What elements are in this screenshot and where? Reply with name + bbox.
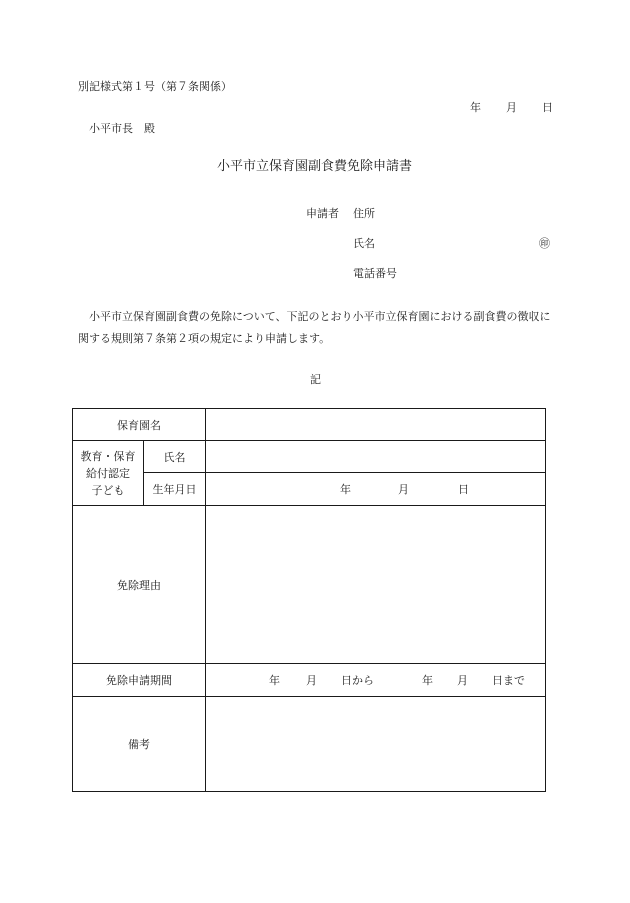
child-group-label-line2: 給付認定	[86, 466, 130, 480]
child-name-field[interactable]	[206, 441, 546, 473]
period-row	[73, 664, 546, 697]
child-name-row	[73, 441, 546, 473]
remarks-label: 備考	[73, 697, 206, 792]
applicant-label: 申請者	[306, 207, 339, 220]
birth-month-label: 月	[398, 483, 409, 496]
remarks-row	[73, 697, 546, 792]
period-field[interactable]	[206, 664, 546, 697]
period-to-month: 月	[457, 674, 468, 687]
child-group-label-line1: 教育・保育	[80, 449, 136, 463]
addressee: 小平市長 殿	[89, 122, 155, 135]
period-from-day: 日から	[341, 674, 374, 687]
name-label: 氏名	[353, 237, 375, 250]
date-month-label: 月	[506, 101, 517, 114]
nursery-name-row	[73, 409, 546, 441]
period-label: 免除申請期間	[73, 664, 206, 697]
birthdate-field[interactable]	[206, 473, 546, 506]
period-from-month: 月	[306, 674, 317, 687]
child-name-label: 氏名	[144, 441, 206, 473]
reason-field[interactable]	[206, 506, 546, 664]
phone-label: 電話番号	[353, 267, 397, 280]
address-label: 住所	[353, 207, 375, 220]
period-from-year: 年	[269, 674, 280, 687]
reason-row	[73, 506, 546, 664]
date-year-label: 年	[470, 101, 481, 114]
nursery-name-label: 保育園名	[73, 409, 206, 441]
child-group-label	[73, 441, 144, 506]
child-group-label-line3: 子ども	[91, 483, 125, 497]
date-day-label: 日	[542, 101, 553, 114]
birthdate-row	[73, 473, 546, 506]
seal-mark: ㊞	[539, 237, 550, 250]
nursery-name-field[interactable]	[206, 409, 546, 441]
application-table	[72, 408, 546, 792]
ki-label: 記	[310, 373, 321, 386]
remarks-field[interactable]	[206, 697, 546, 792]
form-number-label: 別記様式第１号（第７条関係）	[78, 80, 232, 93]
request-paragraph: 小平市立保育園副食費の免除について、下記のとおり小平市立保育園における副食費の徴収に関する規則第７条第２項の規定により申請します。	[78, 310, 551, 345]
period-to-day: 日まで	[492, 674, 525, 687]
birthdate-label: 生年月日	[144, 473, 206, 506]
birth-day-label: 日	[458, 483, 469, 496]
period-to-year: 年	[422, 674, 433, 687]
birth-year-label: 年	[340, 483, 351, 496]
reason-label: 免除理由	[73, 506, 206, 664]
document-title: 小平市立保育園副食費免除申請書	[217, 159, 413, 174]
